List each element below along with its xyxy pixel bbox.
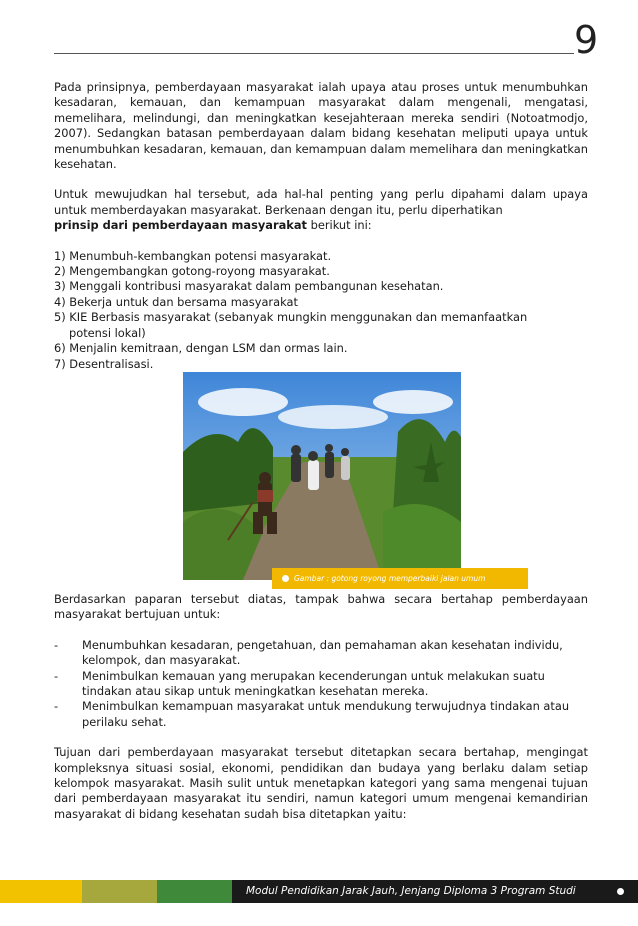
footer-block-olive bbox=[82, 880, 157, 903]
goal-marker: - bbox=[54, 699, 59, 714]
goal-marker: - bbox=[54, 668, 59, 683]
list-item: 7) Desentralisasi. bbox=[54, 356, 154, 371]
figure-caption-text: Gambar : gotong royong memperbaiki jalan umum bbox=[294, 574, 486, 583]
body-text-top bbox=[54, 80, 588, 372]
list-item: 2) Mengembangkan gotong-royong masyarakat. bbox=[54, 264, 330, 279]
goal-text: Menimbulkan kemampuan masyarakat untuk mendukung terwujudnya tindakan atau perilaku sehat. bbox=[82, 699, 570, 729]
page-number: 9 bbox=[574, 18, 599, 62]
principles-list bbox=[54, 249, 588, 372]
principles-tail: berikut ini: bbox=[306, 218, 372, 233]
list-item: 1) Menumbuh-kembangkan potensi masyarakat. bbox=[54, 248, 332, 263]
paragraph-intro: Pada prinsipnya, pemberdayaan masyarakat ialah upaya atau proses untuk menumbuhkan kesadaran, kemauan, dan kemampuan masyarakat dalam mengenali, mengatasi, memelihara, melindungi, dan meningkatkan kesejahteraan mereka sendiri (Notoatmodjo, 2007). Sedangkan batasan pemberdayaan dalam bidang kesehatan meliputi upaya untuk menumbuhkan kesadaran, kemauan, dan kemampuan dalam memelihara dan meningkatkan kesehatan. bbox=[54, 80, 588, 172]
header-rule bbox=[54, 53, 574, 54]
photo-gotong-royong bbox=[183, 372, 461, 580]
caption-bullet-icon bbox=[282, 575, 289, 582]
footer-block-green bbox=[157, 880, 232, 903]
footer-title bbox=[232, 880, 638, 920]
list-item: 3) Menggali kontribusi masyarakat dalam pembangunan kesehatan. bbox=[54, 279, 444, 294]
goal-item bbox=[54, 638, 588, 669]
goal-text: Menumbuhkan kesadaran, pengetahuan, dan pemahaman akan kesehatan individu, kelompok, dan masyarakat. bbox=[82, 637, 563, 668]
list-item: 5) KIE Berbasis masyarakat (sebanyak mungkin menggunakan dan memanfaatkan bbox=[54, 310, 528, 325]
paragraph-principles-text: Untuk mewujudkan hal tersebut, ada hal-hal penting yang perlu dipahami dalam upaya untuk memberdayakan masyarakat. Berkenaan dengan itu, perlu diperhatikan bbox=[54, 187, 588, 217]
goal-text: Menimbulkan kemauan yang merupakan kecenderungan untuk melakukan suatu tindakan atau sikap untuk meningkatkan kesehatan mereka. bbox=[82, 668, 545, 699]
goal-item bbox=[54, 699, 588, 730]
figure-caption bbox=[272, 568, 528, 589]
paragraph-principles-intro bbox=[54, 187, 588, 233]
goal-marker: - bbox=[54, 637, 59, 652]
footer-block-yellow bbox=[0, 880, 82, 903]
photo-illustration bbox=[183, 372, 461, 580]
footer-bullet-icon bbox=[617, 888, 624, 895]
paragraph-goals-intro: Berdasarkan paparan tersebut diatas, tampak bahwa secara bertahap pemberdayaan masyarakat bertujuan untuk: bbox=[54, 592, 588, 622]
list-item: 4) Bekerja untuk dan bersama masyarakat bbox=[54, 294, 298, 309]
paragraph-goals-detail: Tujuan dari pemberdayaan masyarakat tersebut ditetapkan secara bertahap, mengingat kompleksnya situasi sosial, ekonomi, pendidikan dan budaya yang berlaku dalam setiap kelompok masyarakat. Masih sulit untuk menetapkan kategori yang sama mengenai tujuan dari pemberdayaan masyarakat itu sendiri, namun kategori umum mengenai kemandirian masyarakat di bidang kesehatan sudah bisa ditetapkan yaitu: bbox=[54, 745, 588, 821]
list-item: 6) Menjalin kemitraan, dengan LSM dan ormas lain. bbox=[54, 341, 348, 356]
list-item: potensi lokal) bbox=[69, 325, 146, 340]
footer-title-text: Modul Pendidikan Jarak Jauh, Jenjang Diploma 3 Program Studi Keperawatan bbox=[246, 885, 576, 920]
principles-bold: prinsip dari pemberdayaan masyarakat bbox=[54, 218, 307, 233]
goal-item bbox=[54, 669, 588, 700]
body-text-bottom bbox=[54, 592, 588, 822]
